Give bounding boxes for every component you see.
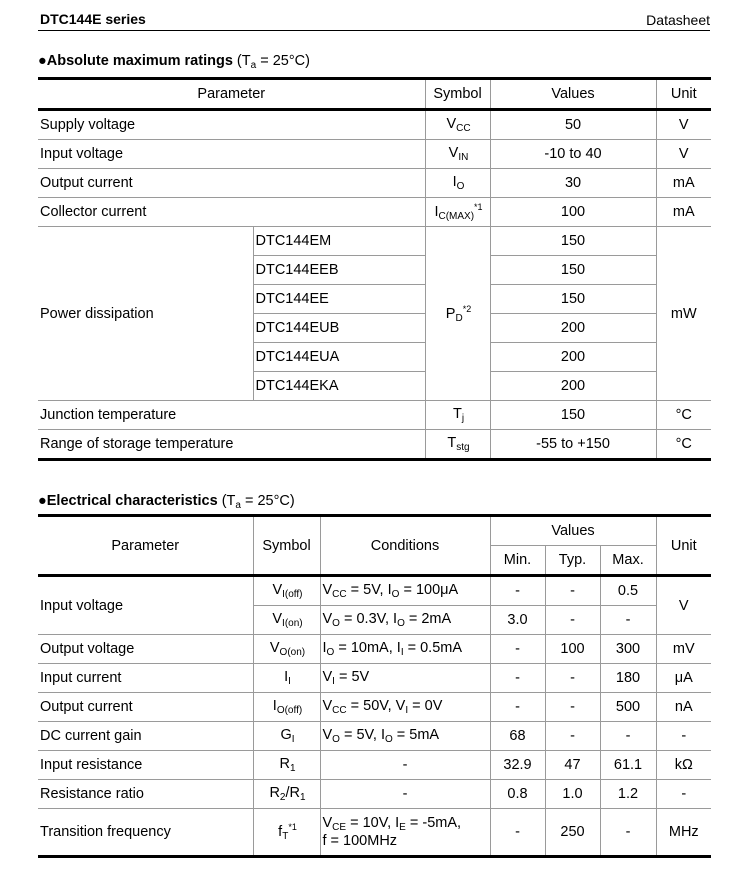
abs-max-heading: ●Absolute maximum ratings $(T_a = 25^\circ C)$ xyxy=(38,53,310,71)
doc-type-label: Datasheet xyxy=(646,12,710,28)
table-row: Input resistance $R_1$ - 32.9 47 61.1 kΩ xyxy=(38,751,711,780)
table-row: DC current gain $G_I$ $V_O = 5V$, $I_O = 5mA$ 68 - - - xyxy=(38,722,711,751)
table-row: $V_{I(on)}$ $V_O = 0.3V$, $I_O = 2mA$ 3.0 - - xyxy=(38,606,711,635)
elec-heading: ●Electrical characteristics $(T_a = 25^\circ C)$ xyxy=(38,493,295,511)
table-row: Transition frequency $f_T^{*1}$ $V_{CE} = 10V$, $I_E = -5mA$, f = 100MHz - 250 - MHz xyxy=(38,809,711,857)
abs-max-table xyxy=(38,77,711,461)
table-row: Output current $I_{O(off)}$ $V_{CC} = 50V$, $V_I = 0V$ - - 500 nA xyxy=(38,693,711,722)
table-header-row: Min. Typ. Max. xyxy=(38,546,711,576)
table-row: Collector current $I_{C(MAX)}^{*1}$ 100 mA xyxy=(38,198,711,227)
table-row: Resistance ratio $R_2/R_1$ - 0.8 1.0 1.2 - xyxy=(38,780,711,809)
table-row: Power dissipation DTC144EM $P_D^{*2}$ 150 mW xyxy=(38,227,711,256)
table-row: Junction temperature $T_j$ 150 °C xyxy=(38,401,711,430)
table-row: DTC144EEB 150 xyxy=(38,256,711,285)
bullet-icon: ● xyxy=(38,53,47,69)
table-row: Input voltage $V_{IN}$ -10 to 40 V xyxy=(38,140,711,169)
table-row: DTC144EE 150 xyxy=(38,285,711,314)
table-row: DTC144EUA 200 xyxy=(38,343,711,372)
table-row: DTC144EUB 200 xyxy=(38,314,711,343)
table-header-row: Parameter Symbol Values Unit xyxy=(38,79,711,110)
table-row: Input voltage $V_{I(off)}$ $V_{CC} = 5V$, $I_O = 100\mu A$ - - 0.5 V xyxy=(38,576,711,606)
table-row: Output voltage $V_{O(on)}$ $I_O = 10mA$, $I_I = 0.5mA$ - 100 300 mV xyxy=(38,635,711,664)
elec-table xyxy=(38,514,711,858)
table-row: Input current $I_I$ $V_I = 5V$ - - 180 μA xyxy=(38,664,711,693)
table-header-row: Parameter Symbol Conditions Values Unit xyxy=(38,516,711,546)
page-header xyxy=(38,10,710,31)
series-title: DTC144E series xyxy=(40,11,146,27)
table-row: Supply voltage $V_{CC}$ 50 V xyxy=(38,110,711,140)
table-row: Output current $I_O$ 30 mA xyxy=(38,169,711,198)
table-row: DTC144EKA 200 xyxy=(38,372,711,401)
table-row: Range of storage temperature $T_{stg}$ -55 to +150 °C xyxy=(38,430,711,460)
bullet-icon: ● xyxy=(38,493,47,509)
